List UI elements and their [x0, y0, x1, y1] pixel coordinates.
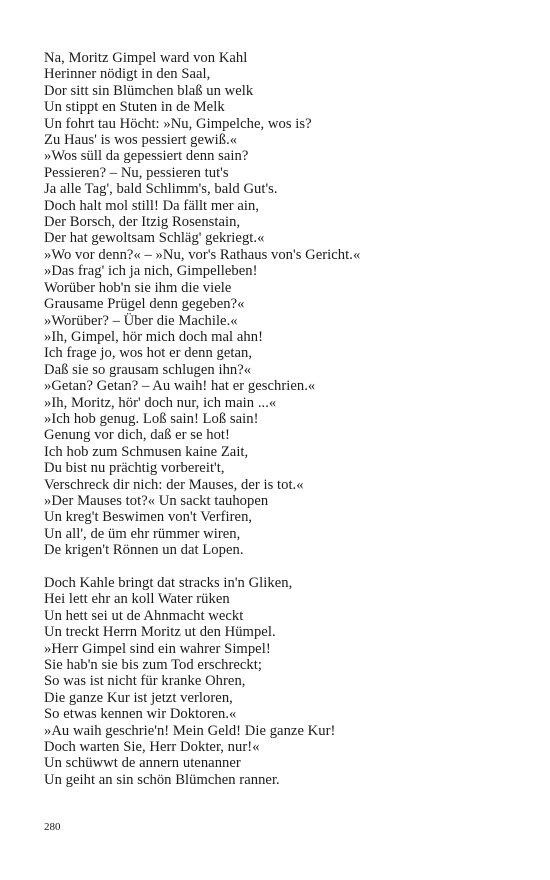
verse-line: Doch halt mol still! Da fällt mer ain,	[44, 197, 260, 214]
verse-line: Der hat gewoltsam Schläg' gekriegt.«	[44, 230, 265, 247]
verse-line: Un treckt Herrn Moritz ut den Hümpel.	[44, 624, 276, 641]
verse-line: Sie hab'n sie bis zum Tod erschreckt;	[44, 657, 262, 674]
verse-line: Un schüwwt de annern utenanner	[44, 755, 241, 772]
verse-line: »Ich hob genug. Loß sain! Loß sain!	[44, 410, 259, 427]
verse-line: Worüber hob'n sie ihm die viele	[44, 279, 232, 296]
verse-line: Un stippt en Stuten in de Melk	[44, 99, 225, 116]
verse-line: Der Borsch, der Itzig Rosenstain,	[44, 214, 241, 231]
verse-line: »Getan? Getan? – Au waih! hat er geschrien.«	[44, 378, 316, 395]
verse-line: Doch warten Sie, Herr Dokter, nur!«	[44, 739, 260, 756]
poem-text	[44, 50, 524, 788]
verse-line: Un kreg't Beswimen von't Verfiren,	[44, 509, 253, 526]
page-number: 280	[44, 821, 61, 833]
stanza	[44, 575, 524, 788]
verse-line: Doch Kahle bringt dat stracks in'n Gliken,	[44, 574, 293, 591]
verse-line: Ja alle Tag', bald Schlimm's, bald Gut's.	[44, 181, 278, 198]
verse-line: Un geiht an sin schön Blümchen ranner.	[44, 771, 280, 788]
verse-line: Un fohrt tau Höcht: »Nu, Gimpelche, wos is?	[44, 115, 312, 132]
verse-line: Herinner nödigt in den Saal,	[44, 66, 211, 83]
verse-line: Un hett sei ut de Ahnmacht weckt	[44, 607, 244, 624]
verse-line: Zu Haus' is wos pessiert gewiß.«	[44, 132, 238, 149]
verse-line: Un all', de üm ehr rümmer wiren,	[44, 525, 241, 542]
verse-line: Grausame Prügel denn gegeben?«	[44, 296, 245, 313]
verse-line: De krigen't Rönnen un dat Lopen.	[44, 542, 244, 559]
verse-line: Verschreck dir nich: der Mauses, der is tot.«	[44, 476, 304, 493]
verse-line: Genung vor dich, daß er se hot!	[44, 427, 230, 444]
verse-line: »Wo vor denn?« – »Nu, vor's Rathaus von's Gericht.«	[44, 246, 361, 263]
verse-line: »Worüber? – Über die Machile.«	[44, 312, 238, 329]
verse-line: So was ist nicht für kranke Ohren,	[44, 673, 246, 690]
verse-line: »Herr Gimpel sind ein wahrer Simpel!	[44, 640, 271, 657]
verse-line: Hei lett ehr an koll Water rüken	[44, 591, 230, 608]
verse-line: Ich hob zum Schmusen kaine Zait,	[44, 443, 249, 460]
verse-line: »Das frag' ich ja nich, Gimpelleben!	[44, 263, 258, 280]
verse-line: So etwas kennen wir Doktoren.«	[44, 706, 237, 723]
verse-line: »Au waih geschrie'n! Mein Geld! Die ganze Kur!	[44, 722, 336, 739]
verse-line: Dor sitt sin Blümchen blaß un welk	[44, 82, 254, 99]
verse-line: Ich frage jo, wos hot er denn getan,	[44, 345, 253, 362]
verse-line: Du bist nu prächtig vorbereit't,	[44, 460, 225, 477]
verse-line: »Der Mauses tot?« Un sackt tauhopen	[44, 492, 269, 509]
verse-line: »Ih, Moritz, hör' doch nur, ich main ...«	[44, 394, 277, 411]
verse-line: Na, Moritz Gimpel ward von Kahl	[44, 50, 248, 66]
stanza	[44, 50, 524, 559]
verse-line: »Wos süll da gepessiert denn sain?	[44, 148, 249, 165]
verse-line: Die ganze Kur ist jetzt verloren,	[44, 689, 233, 706]
verse-line: Daß sie so grausam schlugen ihn?«	[44, 361, 252, 378]
verse-line: »Ih, Gimpel, hör mich doch mal ahn!	[44, 328, 263, 345]
verse-line: Pessieren? – Nu, pessieren tut's	[44, 164, 229, 181]
